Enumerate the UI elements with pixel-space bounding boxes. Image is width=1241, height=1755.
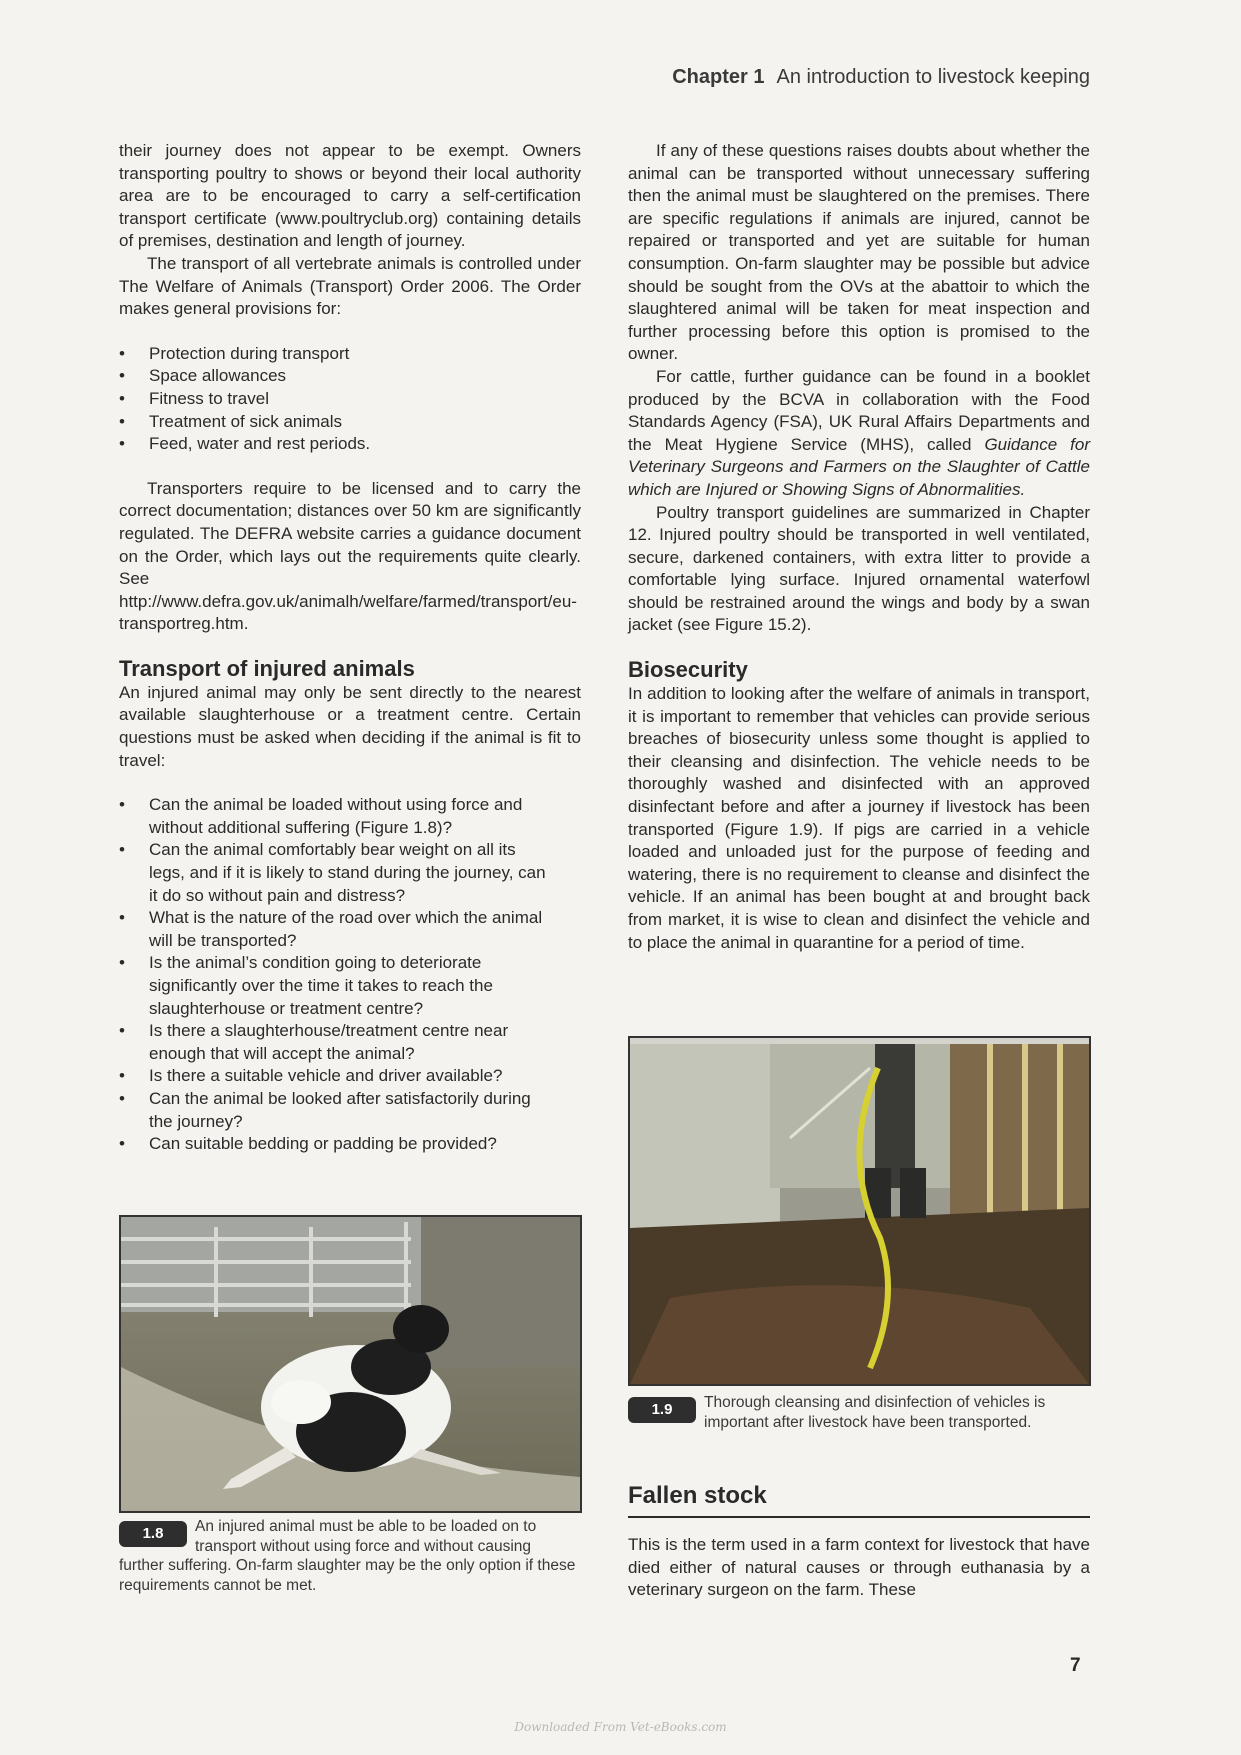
figure-1-9-photo: [628, 1036, 1091, 1386]
list-item: • Is there a slaughterhouse/treatment centre near enough that will accept the animal?: [119, 1020, 551, 1065]
paragraph: If any of these questions raises doubts about whether the animal can be transported without unnecessary suffering then the animal must be slaughtered on the premises. There are specific regulations if animals are injured, cannot be repaired or transported and yet are suitable for human consumption. On-farm slaughter may be possible but advice should be sought from the OVs at the abattoir to which the slaughtered animal will be taken for meat inspection and further processing before this option is promised to the owner.: [628, 141, 1090, 364]
section-title: Fallen stock: [628, 1480, 1090, 1518]
list-item: • Feed, water and rest periods.: [119, 433, 581, 456]
figure-label: 1.9: [628, 1397, 696, 1423]
list-item: • What is the nature of the road over which the animal will be transported?: [119, 907, 551, 952]
page-number: 7: [1070, 1655, 1081, 1676]
list-item: • Protection during transport: [119, 343, 581, 366]
caption-text: Thorough cleansing and disinfection of vehicles is important after livestock have been transported.: [704, 1394, 1046, 1431]
paragraph: Poultry transport guidelines are summarized in Chapter 12. Injured poultry should be transported in well ventilated, secure, darkened containers, with extra litter to provide a comfortable lying surface. Injured ornamental waterfowl should be restrained around the wings and body by a swan jacket (see Figure 15.2).: [628, 502, 1090, 635]
paragraph: An injured animal may only be sent directly to the nearest available slaughterhouse or a treatment centre. Certain questions must be asked when deciding if the animal is fit to travel:: [119, 682, 581, 770]
paragraph-text: For cattle, further guidance can be found in a booklet produced by the BCVA in collaboration with the Food Standards Agency (FSA), UK Rural Affairs Departments and the Meat Hygiene Service (MHS), called: [628, 366, 1090, 454]
list-item: • Is there a suitable vehicle and driver available?: [119, 1065, 551, 1088]
figure-1-9-caption: [628, 1393, 1088, 1432]
right-column: [628, 140, 1090, 954]
figure-label: 1.8: [119, 1521, 187, 1547]
figure-1-8-photo: [119, 1215, 582, 1513]
list-item: • Space allowances: [119, 365, 581, 388]
watermark: Downloaded From Vet-eBooks.com: [514, 1720, 727, 1734]
section-heading: Biosecurity: [628, 657, 748, 683]
list-item: • Can the animal be loaded without using force and without additional suffering (Figure 1.8)?: [119, 794, 551, 839]
list-item: • Fitness to travel: [119, 388, 581, 411]
section-heading: Transport of injured animals: [119, 655, 415, 681]
paragraph: In addition to looking after the welfare of animals in transport, it is important to remember that vehicles can provide serious breaches of biosecurity unless some thought is applied to their cleansing and disinfection. The vehicle needs to be thoroughly washed and disinfected with an approved disinfectant before and after a journey if livestock has been transported (Figure 1.9). If pigs are carried in a vehicle loaded and unloaded just for the purpose of feeding and watering, there is no requirement to cleanse and disinfect the vehicle. If an animal has been bought at and brought back from market, it is wise to clean and disinfect the vehicle and to place the animal in quarantine for a period of time.: [628, 684, 1090, 952]
running-header: [560, 66, 1090, 89]
chapter-number: Chapter 1: [672, 66, 765, 88]
questions-list: [119, 794, 581, 1156]
list-item: • Can the animal comfortably bear weight on all its legs, and if it is likely to stand during the journey, can it do so without pain and distress?: [119, 839, 551, 907]
list-item: • Can suitable bedding or padding be provided?: [119, 1133, 551, 1156]
paragraph: This is the term used in a farm context for livestock that have died either of natural causes or through euthanasia by a veterinary surgeon on the farm. These: [628, 1535, 1090, 1600]
figure-1-8-caption: [119, 1517, 579, 1595]
booklet-title: Guidance for Veterinary Surgeons and Farmers on the Slaughter of Cattle which are Injured or Showing Signs of Abnormalities.: [628, 434, 1091, 499]
list-item: • Treatment of sick animals: [119, 411, 581, 434]
left-column: [119, 140, 581, 1156]
fallen-stock-section: [628, 1480, 1090, 1602]
provisions-list: [119, 343, 581, 456]
paragraph: their journey does not appear to be exempt. Owners transporting poultry to shows or beyond their local authority area are to be encouraged to carry a self-certification transport certificate (www.poultryclub.org) containing details of premises, destination and length of journey.: [119, 141, 581, 251]
paragraph: [628, 366, 1090, 502]
chapter-title: An introduction to livestock keeping: [776, 66, 1090, 88]
paragraph: Transporters require to be licensed and to carry the correct documentation; distances over 50 km are significantly regulated. The DEFRA website carries a guidance document on the Order, which lays out the requirements quite clearly. See http://www.defra.gov.uk/animalh/welfare/farmed/transport/eu-transportreg.htm.: [119, 478, 581, 634]
list-item: • Can the animal be looked after satisfactorily during the journey?: [119, 1088, 551, 1133]
caption-text: An injured animal must be able to be loaded on to transport without using force and without causing further suffering. On-farm slaughter may be the only option if these requirements cannot be met.: [119, 1518, 576, 1594]
paragraph: The transport of all vertebrate animals is controlled under The Welfare of Animals (Transport) Order 2006. The Order makes general provisions for:: [119, 253, 581, 319]
list-item: • Is the animal’s condition going to deteriorate significantly over the time it takes to reach the slaughterhouse or treatment centre?: [119, 952, 551, 1020]
